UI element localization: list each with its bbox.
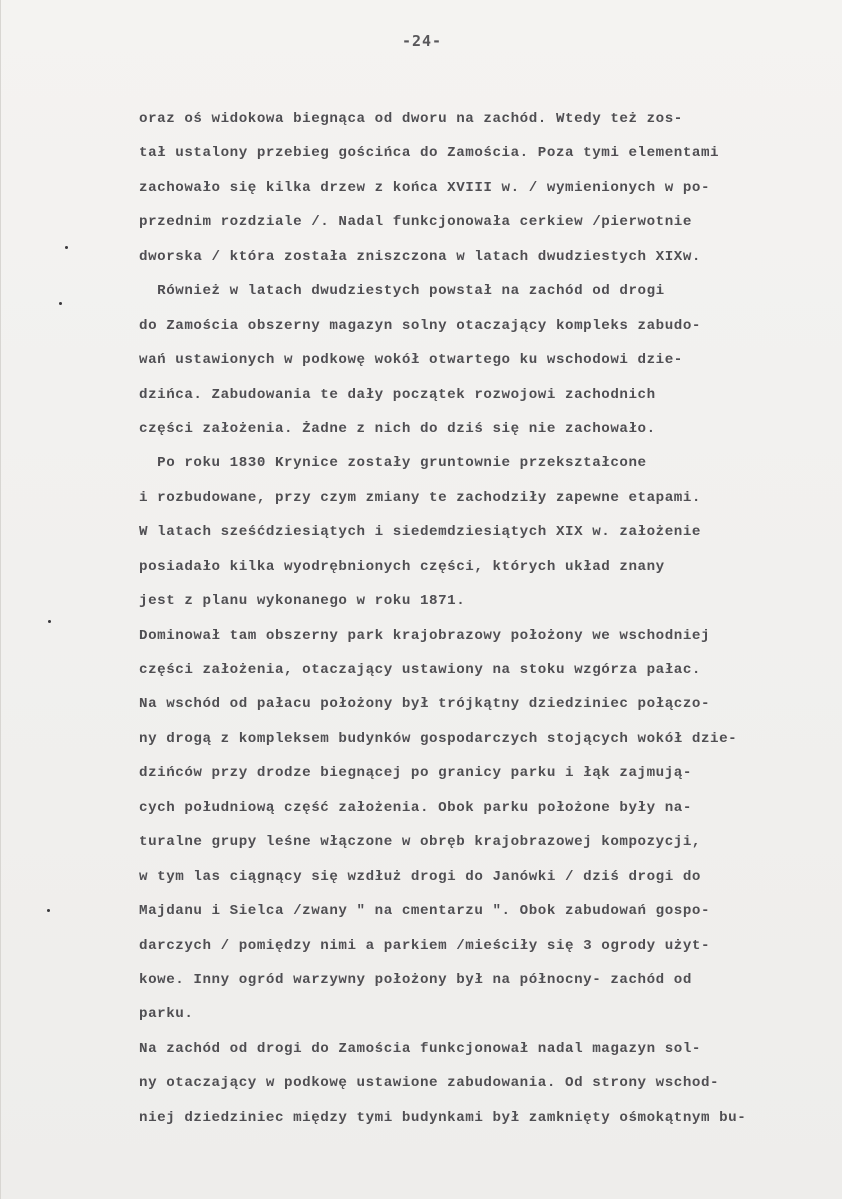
document-body	[139, 102, 811, 1135]
text-line: ny otaczający w podkowę ustawione zabudowania. Od strony wschod-	[139, 1075, 720, 1092]
text-line: Również w latach dwudziestych powstał na zachód od drogi	[139, 283, 665, 300]
text-line: Majdanu i Sielca /zwany " na cmentarzu ". Obok zabudowań gospo-	[139, 903, 711, 920]
margin-speck	[48, 620, 51, 623]
text-line: jest z planu wykonanego w roku 1871.	[139, 593, 466, 610]
text-line: części założenia, otaczający ustawiony na stoku wzgórza pałac.	[139, 662, 701, 678]
margin-speck	[59, 302, 62, 305]
text-line: zachowało się kilka drzew z końca XVIII w. / wymienionych w po-	[139, 179, 711, 196]
text-line: dworska / która została zniszczona w latach dwudziestych XIXw.	[139, 248, 701, 265]
text-line: dzińca. Zabudowania te dały początek rozwojowi zachodnich	[139, 386, 656, 403]
text-line: dzińców przy drodze biegnącej po granicy parku i łąk zajmują-	[139, 765, 692, 782]
text-line: Na wschód od pałacu położony był trójkątny dziedziniec połączo-	[139, 696, 711, 713]
text-line: W latach sześćdziesiątych i siedemdziesiątych XIX w. założenie	[139, 524, 701, 541]
page-number: -24-	[401, 32, 443, 50]
text-line: i rozbudowane, przy czym zmiany te zachodziły zapewne etapami.	[139, 489, 701, 506]
text-line: oraz oś widokowa biegnąca od dworu na zachód. Wtedy też zos-	[139, 111, 683, 127]
text-line: tał ustalony przebieg gościńca do Zamościa. Poza tymi elementami	[139, 145, 720, 162]
text-line: części założenia. Żadne z nich do dziś się nie zachowało.	[139, 420, 656, 437]
text-line: parku.	[139, 1006, 194, 1023]
text-line: niej dziedziniec między tymi budynkami był zamknięty ośmokątnym bu-	[139, 1109, 747, 1126]
text-line: Po roku 1830 Krynice zostały gruntownie przekształcone	[139, 455, 647, 472]
margin-speck	[47, 909, 50, 912]
text-line: posiadało kilka wyodrębnionych części, których układ znany	[139, 558, 665, 575]
text-line: ny drogą z kompleksem budynków gospodarczych stojących wokół dzie-	[139, 730, 738, 747]
text-line: przednim rozdziale /. Nadal funkcjonowała cerkiew /pierwotnie	[139, 214, 692, 231]
text-line: cych południową część założenia. Obok parku położone były na-	[139, 799, 692, 816]
text-line: turalne grupy leśne włączone w obręb krajobrazowej kompozycji,	[139, 834, 701, 851]
margin-speck	[65, 246, 68, 249]
text-line: Dominował tam obszerny park krajobrazowy położony we wschodniej	[139, 627, 711, 644]
text-line: w tym las ciągnący się wzdłuż drogi do Janówki / dziś drogi do	[139, 868, 701, 885]
text-line: do Zamościa obszerny magazyn solny otaczający kompleks zabudo-	[139, 317, 701, 334]
text-line: Na zachód od drogi do Zamościa funkcjonował nadal magazyn sol-	[139, 1040, 701, 1057]
text-line: kowe. Inny ogród warzywny położony był na północny- zachód od	[139, 971, 692, 988]
text-line: darczych / pomiędzy nimi a parkiem /mieściły się 3 ogrody użyt-	[139, 937, 711, 954]
text-line: wań ustawionych w podkowę wokół otwartego ku wschodowi dzie-	[139, 352, 683, 369]
